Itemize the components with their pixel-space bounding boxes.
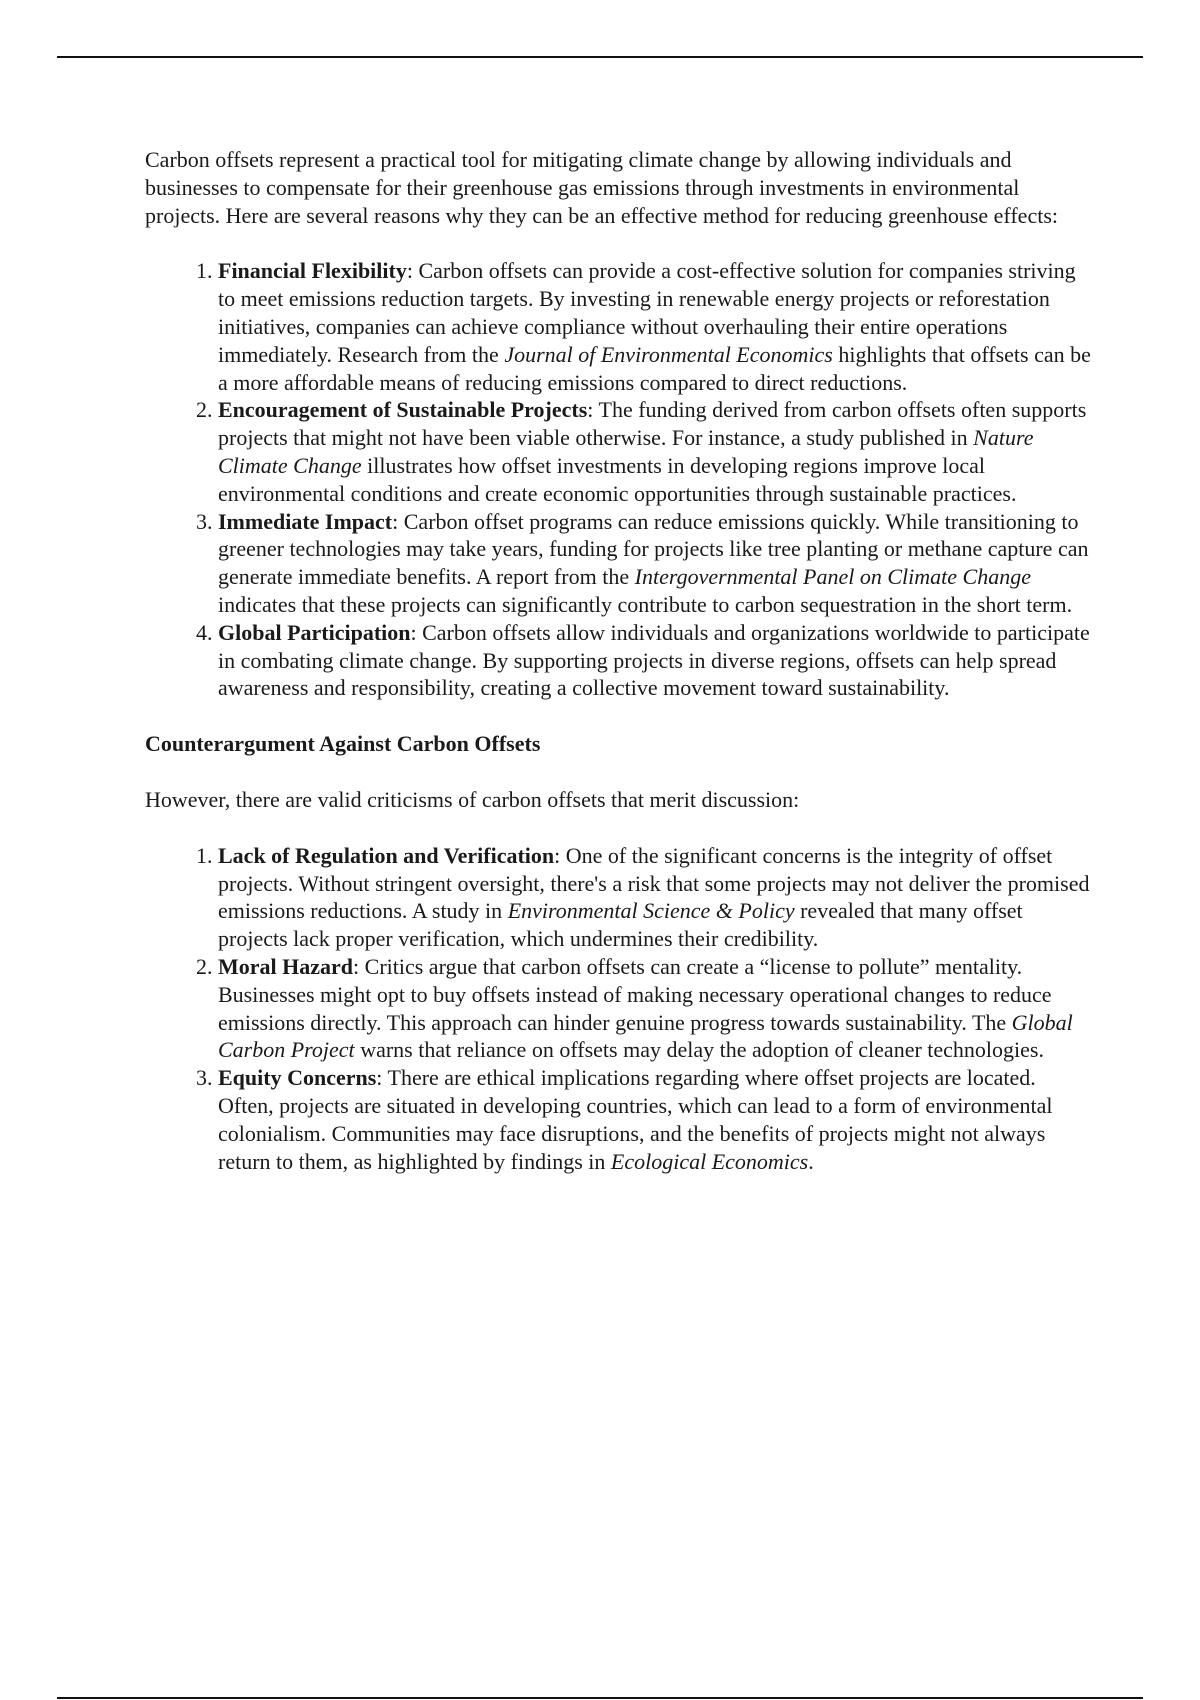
item-title: Lack of Regulation and Verification [218,842,555,868]
list-item [218,953,1095,1064]
item-source: Ecological Economics [610,1148,809,1174]
item-text: : One of the significant concerns is the integrity of offset projects. Without stringent oversight, there's a risk that some projects may not deliver the promised emissions reductions. A study in [218,842,1090,924]
intro-paragraph: Carbon offsets represent a practical tool for mitigating climate change by allowing individuals and businesses to compensate for their greenhouse gas emissions through investments in environmental projects. Here are several reasons why they can be an effective method for reducing greenhouse effects: [145,147,1058,228]
item-text: : Carbon offsets allow individuals and organizations worldwide to participate in combating climate change. By supporting projects in diverse regions, offsets can help spread awareness and responsibility, creating a collective movement toward sustainability. [218,619,1090,701]
list-item [218,842,1095,953]
item-text: illustrates how offset investments in developing regions improve local environmental conditions and create economic opportunities through sustainable practices. [218,452,1017,506]
item-text: . [808,1148,814,1174]
item-source: Global Carbon Project [218,1009,1073,1063]
item-text: : Carbon offsets can provide a cost-effective solution for companies striving to meet emissions reduction targets. By investing in renewable energy projects or reforestation initiatives, companies can achieve compliance without overhauling their entire operations immediately. Research from the [218,258,1076,367]
item-title: Equity Concerns [218,1065,377,1091]
item-title: Encouragement of Sustainable Projects [218,397,588,423]
list-item [218,508,1095,619]
item-text: indicates that these projects can significantly contribute to carbon sequestration in the short term. [218,591,1073,617]
item-source: Intergovernmental Panel on Climate Change [634,564,1031,590]
list-item [218,257,1095,396]
item-text: highlights that offsets can be a more affordable means of reducing emissions compared to direct reductions. [218,341,1091,395]
item-title: Moral Hazard [218,953,354,979]
item-text: : Critics argue that carbon offsets can create a “license to pollute” mentality. Businesses might opt to buy offsets instead of making necessary operational changes to reduce emissions directly. This approach can hinder genuine progress towards sustainability. The [218,953,1052,1035]
document-body [145,146,1095,1175]
item-title: Global Participation [218,619,411,645]
list-item [218,1064,1095,1175]
footer-rule [57,1697,1143,1699]
section-heading: Counterargument Against Carbon Offsets [145,731,541,757]
item-title: Immediate Impact [218,508,393,534]
item-source: Environmental Science & Policy [507,898,795,924]
item-text: : There are ethical implications regarding where offset projects are located. Often, projects are situated in developing countries, which can lead to a form of environmental colonialism. Communities may face disruptions, and the benefits of projects might not always return to them, as highlighted by findings in [218,1065,1053,1174]
counter-intro-paragraph: However, there are valid criticisms of carbon offsets that merit discussion: [145,786,800,812]
item-title: Financial Flexibility [218,258,407,284]
item-source: Journal of Environmental Economics [504,341,833,367]
pros-list [145,257,1095,702]
list-item [218,396,1095,507]
item-text: warns that reliance on offsets may delay the adoption of cleaner technologies. [354,1037,1044,1063]
header-rule [57,56,1143,58]
item-text: revealed that many offset projects lack proper verification, which undermines their credibility. [218,898,1023,952]
item-source: Nature Climate Change [218,425,1034,478]
item-text: : Carbon offset programs can reduce emissions quickly. While transitioning to greener technologies may take years, funding for projects like tree planting or methane capture can generate immediate benefits. A report from the [218,508,1089,590]
item-text: : The funding derived from carbon offsets often supports projects that might not have been viable otherwise. For instance, a study published in [218,397,1087,451]
cons-list [145,842,1095,1176]
list-item [218,619,1095,702]
